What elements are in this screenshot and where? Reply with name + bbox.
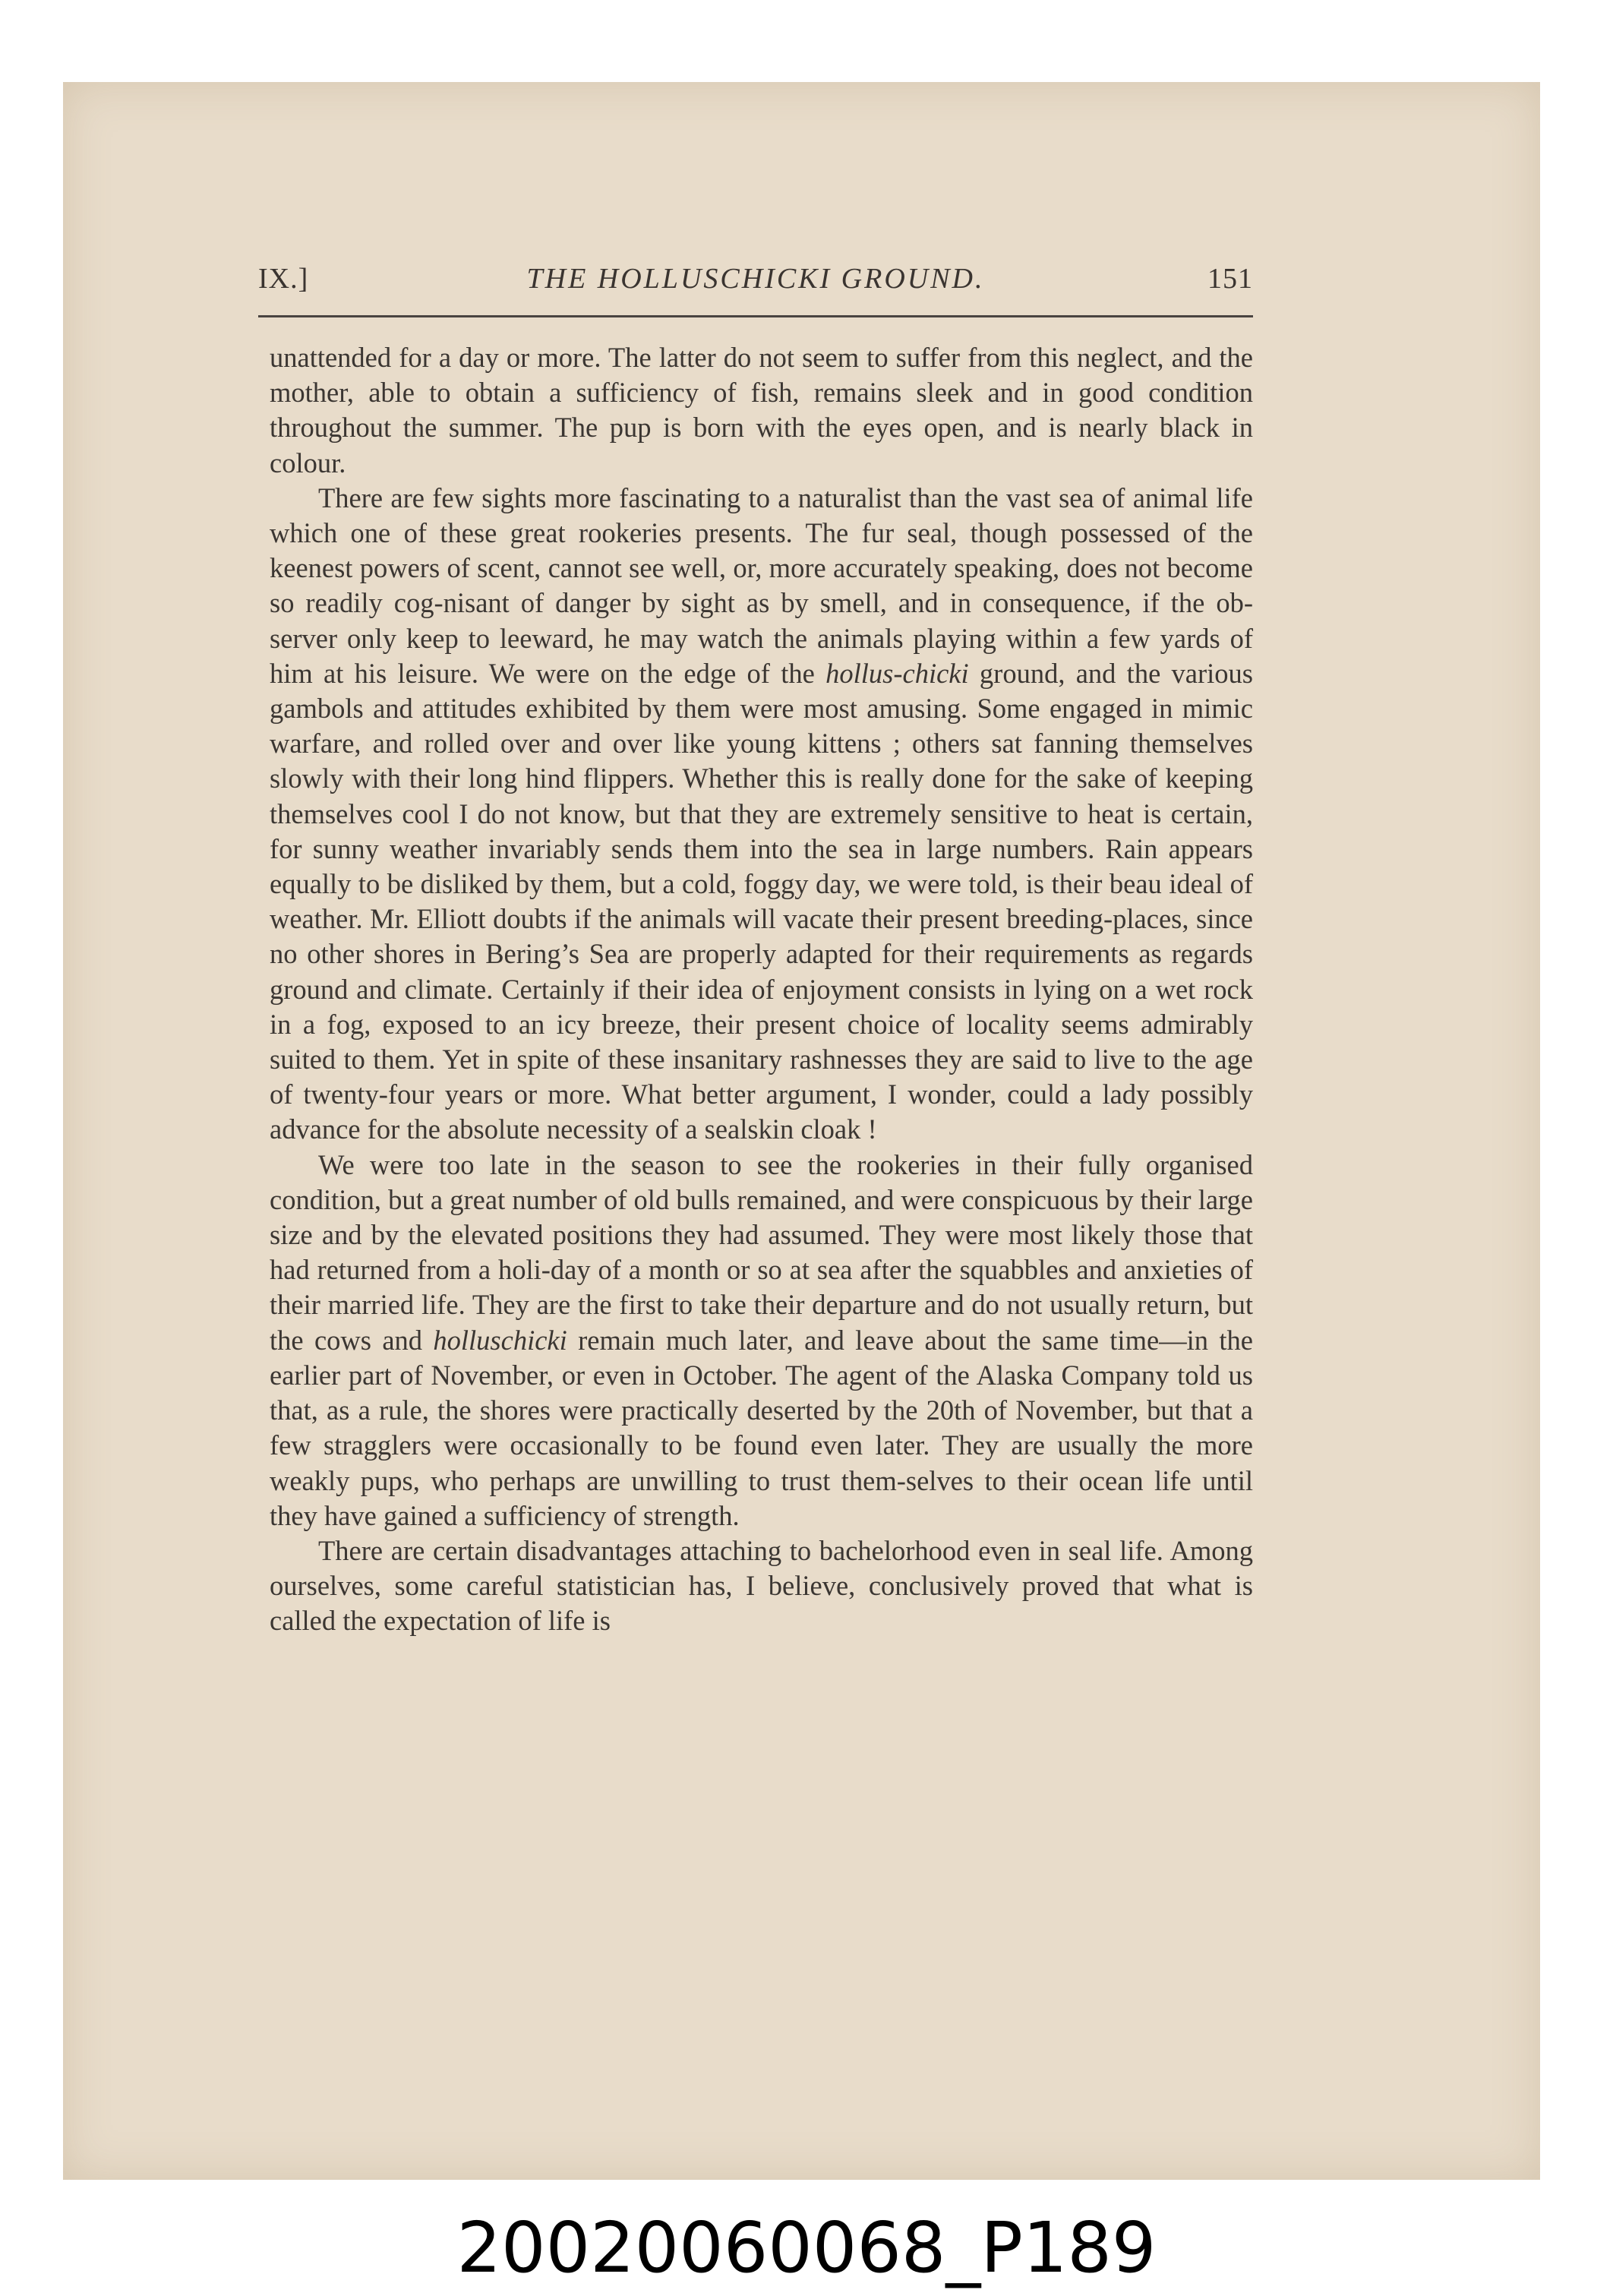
- paragraph: [270, 1533, 1253, 1639]
- image-caption: 20020060068_P189: [456, 2207, 1157, 2288]
- paragraph-text: We were too late in the season to see the rookeries in their fully organised condition, but a great number of old bulls remained, and were conspicuous by their large size and by the elevated positions they had assumed. They were most likely those that had returned from a holi-day of a month or so at sea after the squabbles and anxieties of their married life. They are the first to take their departure and do not usually return, but the cows and: [270, 1148, 1253, 1356]
- body-text: [270, 340, 1253, 1639]
- paragraph-text: There are few sights more fascinating to a naturalist than the vast sea of animal life which one of these great rookeries presents. The fur seal, though possessed of the keenest powers of scent, cannot see well, or, more accurately speaking, does not become so readily cog-nisant of danger by sight as by smell, and in consequence, if the ob-server only keep to leeward, he may watch the animals playing within a few yards of him at his leisure. We were on the edge of the: [270, 482, 1253, 689]
- italic-term: hollus-chicki: [825, 657, 969, 689]
- paragraph: [270, 481, 1253, 1148]
- page-number: 151: [1207, 263, 1253, 295]
- italic-term: holluschicki: [433, 1324, 567, 1356]
- paragraph: [270, 340, 1253, 481]
- chapter-title: THE HOLLUSCHICKI GROUND.: [526, 263, 985, 295]
- paragraph-text: unattended for a day or more. The latter do not seem to suffer from this neglect, and the mother, able to obtain a sufficiency of fish, remains sleek and in good condition throughout the summer. The pup is born with the eyes open, and is nearly black in colour.: [270, 342, 1253, 478]
- paragraph: [270, 1148, 1253, 1533]
- chapter-number: IX.]: [258, 263, 309, 295]
- paragraph-text: ground, and the various gambols and attitudes exhibited by them were most amusing. Some engaged in mimic warfare, and rolled over and over like young kittens ; others sat fanning themselves slowly with their long hind flippers. Whether this is really done for the sake of keeping themselves cool I do not know, but that they are extremely sensitive to heat is certain, for sunny weather invariably sends them into the sea in large numbers. Rain appears equally to be disliked by them, but a cold, foggy day, we were told, is their beau ideal of weather. Mr. Elliott doubts if the animals will vacate their present breeding-places, since no other shores in Bering’s Sea are properly adapted for their requirements as regards ground and climate. Certainly if their idea of enjoyment consists in lying on a wet rock in a fog, exposed to an icy breeze, their present choice of locality seems admirably suited to them. Yet in spite of these insanitary rashnesses they are said to live to the age of twenty-four years or more. What better argument, I wonder, could a lady possibly advance for the absolute necessity of a sealskin cloak !: [270, 657, 1254, 1145]
- header-rule: [258, 315, 1253, 317]
- paragraph-text: remain much later, and leave about the same time—in the earlier part of November, or even in October. The agent of the Alaska Company told us that, as a rule, the shores were practically deserted by the 20th of November, but that a few stragglers were occasionally to be found even later. They are usually the more weakly pups, who perhaps are unwilling to trust them-selves to their ocean life until they have gained a sufficiency of strength.: [270, 1324, 1254, 1531]
- paragraph-text: There are certain disadvantages attaching to bachelorhood even in seal life. Among ourselves, some careful statistician has, I believe, conclusively proved that what is called the expectation of life is: [270, 1534, 1253, 1637]
- running-head: [258, 262, 1253, 308]
